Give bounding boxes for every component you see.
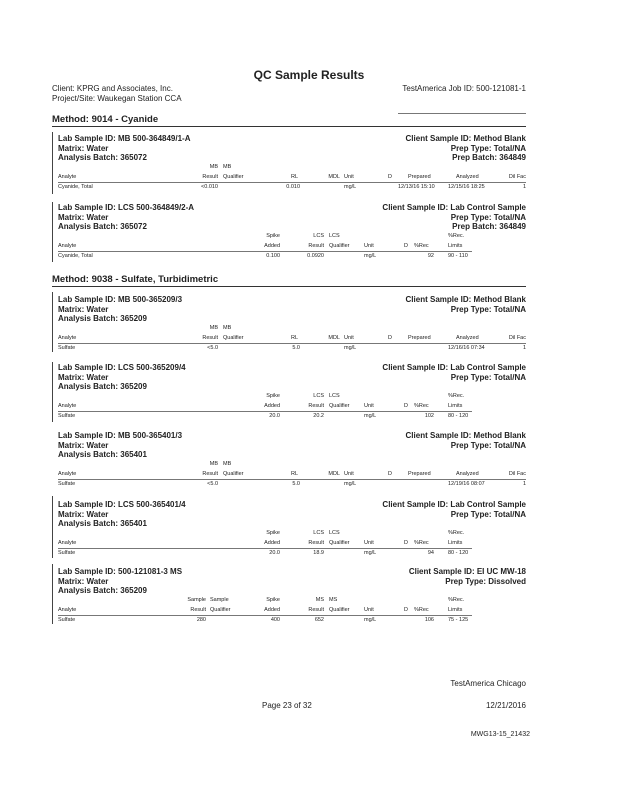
header-row-1 xyxy=(0,325,618,333)
lab-sample-id: Lab Sample ID: LCS 500-364849/2-A xyxy=(58,203,195,212)
lab-sample-id: Lab Sample ID: MB 500-365209/3 xyxy=(58,295,183,304)
client-sample-id: Client Sample ID: Lab Control Sample xyxy=(382,203,526,212)
col-head: Qualifier xyxy=(210,607,231,613)
lcs-cyanide-client-info xyxy=(382,203,526,232)
lcs-result: 0.0920 xyxy=(307,253,324,259)
lcs-sulfate-1-info xyxy=(58,363,186,392)
col-head: RL xyxy=(290,471,298,477)
prep-type: Prep Type: Total/NA xyxy=(450,304,526,314)
col-head: %Rec. xyxy=(448,233,465,239)
col-head: D xyxy=(388,335,392,341)
mb-cyanide-info xyxy=(58,134,191,163)
analyzed: 12/16/16 07:34 xyxy=(448,345,485,351)
client-name: Client: KPRG and Associates, Inc. xyxy=(52,84,173,93)
lab-sample-id: Lab Sample ID: LCS 500-365401/4 xyxy=(58,500,186,509)
data-row xyxy=(0,345,618,353)
rec: 94 xyxy=(427,550,434,556)
col-head: Spike xyxy=(266,393,280,399)
lab-sample-id: Lab Sample ID: MB 500-364849/1-A xyxy=(58,134,191,143)
matrix: Matrix: Water xyxy=(58,143,109,153)
analysis-batch: Analysis Batch: 365209 xyxy=(58,382,147,391)
col-head: LCS xyxy=(313,233,324,239)
rec: 106 xyxy=(424,617,434,623)
header-row-2 xyxy=(0,540,618,548)
analyte: Sulfate xyxy=(58,345,76,351)
page-number: Page 23 of 32 xyxy=(262,701,312,710)
ms-sulfate-client-info xyxy=(409,567,526,586)
header-underline xyxy=(58,548,472,549)
col-head: D xyxy=(388,471,392,477)
project-site: Project/Site: Waukegan Station CCA xyxy=(52,94,182,103)
lab-sample-id: Lab Sample ID: LCS 500-365209/4 xyxy=(58,363,186,372)
ms-sulfate-info xyxy=(58,567,182,596)
col-head: Limits xyxy=(448,243,463,249)
dil-fac: 1 xyxy=(522,184,526,190)
col-head: Added xyxy=(264,540,280,546)
prep-type: Prep Type: Total/NA xyxy=(450,509,526,519)
col-head: Analyzed xyxy=(456,174,479,180)
matrix: Matrix: Water xyxy=(58,509,109,519)
matrix: Matrix: Water xyxy=(58,304,109,314)
header-underline xyxy=(58,343,526,344)
analyte: Sulfate xyxy=(58,617,76,623)
col-head: Sample xyxy=(210,597,229,603)
analyzed: 12/15/16 18:25 xyxy=(448,184,485,190)
col-head: Analyte xyxy=(58,243,77,249)
col-head: Qualifier xyxy=(223,174,244,180)
col-head: MB xyxy=(223,461,232,467)
limits: 75 - 125 xyxy=(448,617,469,623)
data-row xyxy=(0,413,618,421)
unit: mg/L xyxy=(344,184,357,190)
unit: mg/L xyxy=(344,481,357,487)
col-head: Unit xyxy=(344,174,354,180)
col-head: Analyte xyxy=(58,471,77,477)
client-sample-id: Client Sample ID: Method Blank xyxy=(405,134,526,143)
header-underline xyxy=(58,182,526,183)
document-id: MWG13-15_21432 xyxy=(470,731,530,738)
col-head: Unit xyxy=(364,540,374,546)
col-head: Dil Fac xyxy=(508,174,526,180)
header-row-2 xyxy=(0,243,618,251)
unit: mg/L xyxy=(364,617,377,623)
col-head: Spike xyxy=(266,530,280,536)
header-underline xyxy=(58,615,472,616)
col-head: D xyxy=(404,540,408,546)
mb-sulfate-1-client-info xyxy=(406,295,526,314)
matrix: Matrix: Water xyxy=(58,212,109,222)
lcs-sulfate-1-client-info xyxy=(382,363,526,382)
col-head: D xyxy=(388,174,392,180)
client-sample-id: Client Sample ID: Method Blank xyxy=(405,295,526,304)
prep-batch: Prep Batch: 364849 xyxy=(452,153,526,162)
col-head: Limits xyxy=(448,607,463,613)
col-head: Added xyxy=(264,243,280,249)
col-head: Sample xyxy=(187,597,206,603)
spike-added: 0.100 xyxy=(266,253,280,259)
header-row-1 xyxy=(0,597,618,605)
job-underline xyxy=(398,113,526,114)
rl: 5.0 xyxy=(292,345,300,351)
header-row-2 xyxy=(0,174,618,182)
col-head: Analyte xyxy=(58,540,77,546)
col-head: MS xyxy=(329,597,338,603)
report-date: 12/21/2016 xyxy=(485,701,526,710)
header-row-1 xyxy=(0,530,618,538)
col-head: Result xyxy=(202,174,218,180)
col-head: MS xyxy=(315,597,324,603)
rl: 0.010 xyxy=(286,184,300,190)
section-bracket xyxy=(52,496,53,558)
col-head: MDL xyxy=(328,335,340,341)
matrix: Matrix: Water xyxy=(58,576,109,586)
data-row xyxy=(0,481,618,489)
col-head: RL xyxy=(290,335,298,341)
prep-type: Prep Type: Total/NA xyxy=(450,372,526,382)
col-head: %Rec xyxy=(414,540,429,546)
spike-added: 20.0 xyxy=(269,413,280,419)
col-head: Dil Fac xyxy=(508,335,526,341)
header-row-1 xyxy=(0,164,618,172)
col-head: Unit xyxy=(344,335,354,341)
col-head: %Rec xyxy=(414,607,429,613)
mb-sulfate-1-info xyxy=(58,295,182,324)
data-row xyxy=(0,617,618,625)
prep-type: Prep Type: Dissolved xyxy=(445,576,526,586)
col-head: Qualifier xyxy=(329,540,350,546)
col-head: LCS xyxy=(329,530,340,536)
data-row xyxy=(0,184,618,192)
col-head: %Rec. xyxy=(448,530,465,536)
header-row-2 xyxy=(0,471,618,479)
data-row xyxy=(0,253,618,261)
col-head: Unit xyxy=(364,607,374,613)
col-head: MB xyxy=(209,164,218,170)
col-head: LCS xyxy=(313,393,324,399)
method-heading-sulfate: Method: 9038 - Sulfate, Turbidimetric xyxy=(52,274,219,285)
col-head: MDL xyxy=(328,471,340,477)
col-head: Analyte xyxy=(58,607,77,613)
data-row xyxy=(0,550,618,558)
unit: mg/L xyxy=(364,550,377,556)
col-head: Result xyxy=(308,607,324,613)
mb-cyanide-client-info xyxy=(406,134,526,163)
col-head: Unit xyxy=(344,471,354,477)
lcs-cyanide-info xyxy=(58,203,194,232)
col-head: Added xyxy=(264,403,280,409)
method-rule-cyanide xyxy=(52,126,526,127)
method-heading-cyanide: Method: 9014 - Cyanide xyxy=(52,114,159,125)
col-head: Prepared xyxy=(408,174,431,180)
col-head: Unit xyxy=(364,403,374,409)
ms-result: 652 xyxy=(314,617,324,623)
section-bracket xyxy=(52,292,53,352)
lab-sample-id: Lab Sample ID: 500-121081-3 MS xyxy=(58,567,183,576)
prep-type: Prep Type: Total/NA xyxy=(450,143,526,153)
analyte: Sulfate xyxy=(58,550,76,556)
rl: 5.0 xyxy=(292,481,300,487)
col-head: Analyte xyxy=(58,335,77,341)
dil-fac: 1 xyxy=(522,345,526,351)
col-head: MB xyxy=(223,164,232,170)
prepared: 12/13/16 15:10 xyxy=(398,184,435,190)
lcs-result: 18.9 xyxy=(313,550,324,556)
analysis-batch: Analysis Batch: 365209 xyxy=(58,586,147,595)
col-head: Analyzed xyxy=(456,471,479,477)
analyte: Cyanide, Total xyxy=(58,184,93,190)
analysis-batch: Analysis Batch: 365401 xyxy=(58,450,147,459)
method-rule-sulfate xyxy=(52,286,526,287)
col-head: Qualifier xyxy=(329,403,350,409)
analyte: Cyanide, Total xyxy=(58,253,93,259)
lcs-sulfate-2-info xyxy=(58,500,186,529)
col-head: %Rec xyxy=(414,403,429,409)
job-id: TestAmerica Job ID: 500-121081-1 xyxy=(402,84,526,93)
col-head: Result xyxy=(202,335,218,341)
col-head: Spike xyxy=(266,233,280,239)
analysis-batch: Analysis Batch: 365401 xyxy=(58,519,147,528)
analysis-batch: Analysis Batch: 365209 xyxy=(58,314,147,323)
col-head: MB xyxy=(209,461,218,467)
section-bracket xyxy=(52,564,53,624)
result: <0.010 xyxy=(201,184,218,190)
col-head: Limits xyxy=(448,403,463,409)
lab-sample-id: Lab Sample ID: MB 500-365401/3 xyxy=(58,431,183,440)
mb-sulfate-2-info xyxy=(58,431,182,460)
col-head: Result xyxy=(202,471,218,477)
col-head: Limits xyxy=(448,540,463,546)
limits: 90 - 110 xyxy=(448,253,468,259)
col-head: LCS xyxy=(329,233,340,239)
analysis-batch: Analysis Batch: 365072 xyxy=(58,222,147,231)
col-head: Result xyxy=(308,403,324,409)
col-head: D xyxy=(404,403,408,409)
spike-added: 400 xyxy=(270,617,280,623)
col-head: Spike xyxy=(266,597,280,603)
col-head: Result xyxy=(308,243,324,249)
client-sample-id: Client Sample ID: Lab Control Sample xyxy=(382,500,526,509)
rec: 102 xyxy=(424,413,434,419)
limits: 80 - 120 xyxy=(448,413,469,419)
col-head: MB xyxy=(223,325,232,331)
col-head: Analyte xyxy=(58,403,77,409)
col-head: Analyzed xyxy=(456,335,479,341)
col-head: MB xyxy=(209,325,218,331)
header-row-1 xyxy=(0,393,618,401)
col-head: Prepared xyxy=(408,335,431,341)
prep-type: Prep Type: Total/NA xyxy=(450,440,526,450)
analyzed: 12/19/16 08:07 xyxy=(448,481,485,487)
prep-batch: Prep Batch: 364849 xyxy=(452,222,526,231)
result: <5.0 xyxy=(207,481,218,487)
result: <5.0 xyxy=(207,345,218,351)
col-head: Result xyxy=(308,540,324,546)
header-underline xyxy=(58,479,526,480)
client-sample-id: Client Sample ID: EI UC MW-18 xyxy=(408,567,526,576)
prep-type: Prep Type: Total/NA xyxy=(450,212,526,222)
analyte: Sulfate xyxy=(58,413,76,419)
col-head: LCS xyxy=(329,393,340,399)
mb-sulfate-2-client-info xyxy=(406,431,526,450)
header-row-1 xyxy=(0,233,618,241)
unit: mg/L xyxy=(364,413,377,419)
limits: 80 - 120 xyxy=(448,550,469,556)
dil-fac: 1 xyxy=(522,481,526,487)
matrix: Matrix: Water xyxy=(58,372,109,382)
sample-result: 280 xyxy=(196,617,206,623)
col-head: %Rec. xyxy=(448,393,465,399)
col-head: Added xyxy=(264,607,280,613)
client-sample-id: Client Sample ID: Lab Control Sample xyxy=(382,363,526,372)
col-head: Result xyxy=(190,607,206,613)
col-head: Dil Fac xyxy=(508,471,526,477)
analyte: Sulfate xyxy=(58,481,76,487)
lab-name: TestAmerica Chicago xyxy=(450,679,526,688)
lcs-sulfate-2-client-info xyxy=(382,500,526,519)
matrix: Matrix: Water xyxy=(58,440,109,450)
header-underline xyxy=(58,411,472,412)
col-head: MDL xyxy=(328,174,340,180)
col-head: Unit xyxy=(364,243,374,249)
unit: mg/L xyxy=(364,253,377,259)
col-head: Qualifier xyxy=(329,243,350,249)
lcs-result: 20.2 xyxy=(313,413,324,419)
header-row-2 xyxy=(0,335,618,343)
col-head: RL xyxy=(290,174,298,180)
header-row-2 xyxy=(0,607,618,615)
spike-added: 20.0 xyxy=(269,550,280,556)
header-underline xyxy=(58,251,472,252)
header-row-2 xyxy=(0,403,618,411)
col-head: %Rec. xyxy=(448,597,465,603)
col-head: Qualifier xyxy=(329,607,350,613)
client-sample-id: Client Sample ID: Method Blank xyxy=(405,431,526,440)
col-head: LCS xyxy=(313,530,324,536)
col-head: D xyxy=(404,607,408,613)
col-head: D xyxy=(404,243,408,249)
analysis-batch: Analysis Batch: 365072 xyxy=(58,153,147,162)
col-head: Analyte xyxy=(58,174,77,180)
col-head: Prepared xyxy=(408,471,431,477)
col-head: Qualifier xyxy=(223,335,244,341)
col-head: Qualifier xyxy=(223,471,244,477)
report-title: QC Sample Results xyxy=(253,68,365,82)
header-row-1 xyxy=(0,461,618,469)
rec: 92 xyxy=(427,253,434,259)
col-head: %Rec xyxy=(414,243,429,249)
unit: mg/L xyxy=(344,345,357,351)
